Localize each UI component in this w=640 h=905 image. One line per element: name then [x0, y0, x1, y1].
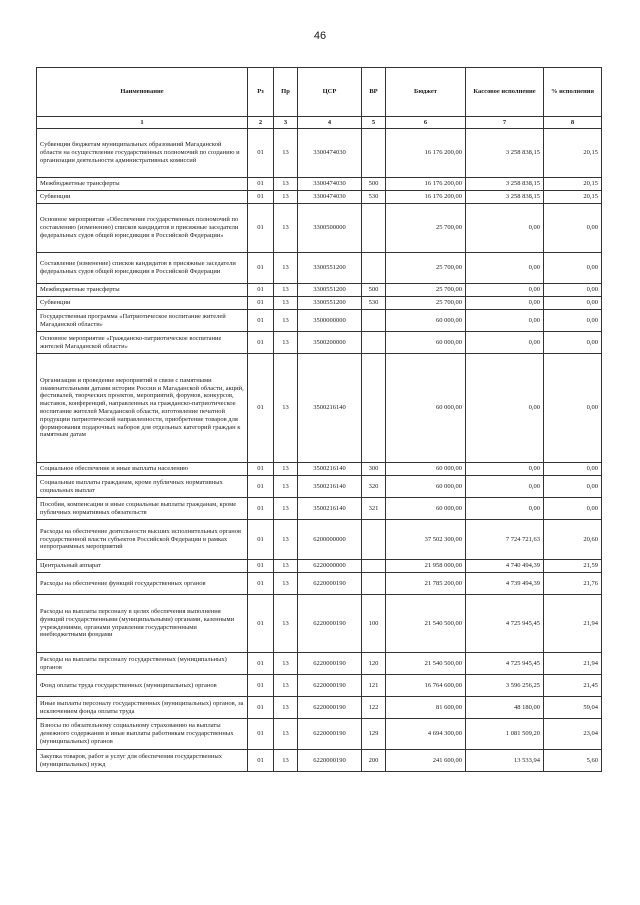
row-cash: 4 740 494,39 — [466, 560, 544, 573]
row-pct: 0,00 — [544, 253, 602, 284]
row-vr: 129 — [362, 719, 386, 750]
table-row — [37, 354, 602, 463]
row-csr: 3500216140 — [298, 354, 362, 463]
row-rz: 01 — [248, 560, 274, 573]
row-budget: 241 600,00 — [386, 750, 466, 772]
table-row — [37, 520, 602, 560]
row-vr — [362, 204, 386, 253]
row-cash: 3 596 256,25 — [466, 675, 544, 697]
row-rz: 01 — [248, 573, 274, 595]
row-pr: 13 — [274, 191, 298, 204]
row-csr: 3300500000 — [298, 204, 362, 253]
row-rz: 01 — [248, 178, 274, 191]
row-cash: 1 081 509,20 — [466, 719, 544, 750]
row-pr: 13 — [274, 178, 298, 191]
row-pct: 20,15 — [544, 191, 602, 204]
row-rz: 01 — [248, 129, 274, 178]
row-pr: 13 — [274, 476, 298, 498]
row-csr: 6220000190 — [298, 675, 362, 697]
col-number: 1 — [37, 117, 248, 129]
row-pct: 0,00 — [544, 476, 602, 498]
table-row — [37, 573, 602, 595]
row-vr: 122 — [362, 697, 386, 719]
row-vr — [362, 354, 386, 463]
row-csr: 3500216140 — [298, 476, 362, 498]
row-csr: 3500216140 — [298, 463, 362, 476]
row-pr: 13 — [274, 332, 298, 354]
row-budget: 21 540 500,00 — [386, 653, 466, 675]
row-pr: 13 — [274, 595, 298, 653]
table-row — [37, 332, 602, 354]
row-vr — [362, 129, 386, 178]
row-cash: 0,00 — [466, 253, 544, 284]
row-vr — [362, 573, 386, 595]
row-name: Основное мероприятие «Гражданско-патриотическое воспитание жителей Магаданской области» — [37, 332, 248, 354]
row-csr: 6200000000 — [298, 520, 362, 560]
row-name: Составление (изменение) списков кандидатов в присяжные заседатели федеральных судов общей юрисдикции в Российской Федерации — [37, 253, 248, 284]
row-budget: 21 958 000,00 — [386, 560, 466, 573]
row-rz: 01 — [248, 191, 274, 204]
row-vr — [362, 560, 386, 573]
row-budget: 4 694 300,00 — [386, 719, 466, 750]
col-number: 4 — [298, 117, 362, 129]
row-name: Пособия, компенсации и иные социальные выплаты гражданам, кроме публичных нормативных обязательств — [37, 498, 248, 520]
row-vr — [362, 520, 386, 560]
row-name: Социальные выплаты гражданам, кроме публичных нормативных социальных выплат — [37, 476, 248, 498]
row-name: Расходы на обеспечение деятельности высших исполнительных органов государственной власти субъектов Российской Федерации в рамках непрограммных мероприятий — [37, 520, 248, 560]
col-header-cash: Кассовое исполнение — [466, 68, 544, 117]
table-row — [37, 719, 602, 750]
table-row — [37, 310, 602, 332]
row-pct: 0,00 — [544, 297, 602, 310]
row-vr: 530 — [362, 297, 386, 310]
table-body — [37, 129, 602, 772]
row-budget: 60 000,00 — [386, 476, 466, 498]
row-cash: 0,00 — [466, 310, 544, 332]
row-rz: 01 — [248, 297, 274, 310]
row-vr: 500 — [362, 284, 386, 297]
row-pct: 0,00 — [544, 310, 602, 332]
row-csr: 3300551200 — [298, 297, 362, 310]
table-row — [37, 560, 602, 573]
col-header-pct: % исполнения — [544, 68, 602, 117]
row-cash: 3 258 838,15 — [466, 191, 544, 204]
row-pr: 13 — [274, 463, 298, 476]
col-number: 2 — [248, 117, 274, 129]
row-name: Расходы на обеспечение функций государственных органов — [37, 573, 248, 595]
row-name: Субвенции — [37, 297, 248, 310]
row-name: Фонд оплаты труда государственных (муниципальных) органов — [37, 675, 248, 697]
row-budget: 21 785 200,00 — [386, 573, 466, 595]
col-header-vr: ВР — [362, 68, 386, 117]
row-name: Иные выплаты персоналу государственных (муниципальных) органов, за исключением фонда оплаты труда — [37, 697, 248, 719]
row-rz: 01 — [248, 498, 274, 520]
col-header-rz: Рз — [248, 68, 274, 117]
row-name: Основное мероприятие «Обеспечение государственных полномочий по составлению (изменению) списков кандидатов в присяжные заседатели федеральных судов общей юрисдикции в Российской Федерации» — [37, 204, 248, 253]
row-rz: 01 — [248, 719, 274, 750]
row-cash: 7 724 721,63 — [466, 520, 544, 560]
col-header-name: Наименование — [37, 68, 248, 117]
row-cash: 3 258 838,15 — [466, 129, 544, 178]
table-row — [37, 178, 602, 191]
row-pct: 21,59 — [544, 560, 602, 573]
row-csr: 6220000190 — [298, 697, 362, 719]
row-pr: 13 — [274, 204, 298, 253]
table-row — [37, 498, 602, 520]
row-vr — [362, 253, 386, 284]
row-csr: 3300474030 — [298, 178, 362, 191]
row-pr: 13 — [274, 573, 298, 595]
row-csr: 6220000190 — [298, 719, 362, 750]
row-rz: 01 — [248, 284, 274, 297]
row-pr: 13 — [274, 520, 298, 560]
col-header-pr: Пр — [274, 68, 298, 117]
row-rz: 01 — [248, 595, 274, 653]
row-rz: 01 — [248, 310, 274, 332]
row-budget: 81 600,00 — [386, 697, 466, 719]
row-pr: 13 — [274, 354, 298, 463]
table-row — [37, 697, 602, 719]
row-pr: 13 — [274, 560, 298, 573]
row-rz: 01 — [248, 332, 274, 354]
row-pr: 13 — [274, 697, 298, 719]
row-csr: 3500000000 — [298, 310, 362, 332]
row-rz: 01 — [248, 697, 274, 719]
row-name: Взносы по обязательному социальному страхованию на выплаты денежного содержания и иные выплаты работникам государственных (муниципальных) органов — [37, 719, 248, 750]
row-rz: 01 — [248, 354, 274, 463]
row-cash: 0,00 — [466, 284, 544, 297]
table-row — [37, 463, 602, 476]
row-budget: 37 502 300,00 — [386, 520, 466, 560]
row-vr: 500 — [362, 178, 386, 191]
row-name: Государственная программа «Патриотическое воспитание жителей Магаданской области» — [37, 310, 248, 332]
table-row — [37, 253, 602, 284]
row-pr: 13 — [274, 129, 298, 178]
row-pct: 21,45 — [544, 675, 602, 697]
table-header-row — [37, 68, 602, 117]
row-name: Межбюджетные трансферты — [37, 284, 248, 297]
row-csr: 3300551200 — [298, 253, 362, 284]
row-pct: 23,04 — [544, 719, 602, 750]
table-row — [37, 750, 602, 772]
row-rz: 01 — [248, 750, 274, 772]
row-name: Межбюджетные трансферты — [37, 178, 248, 191]
row-rz: 01 — [248, 463, 274, 476]
row-vr: 120 — [362, 653, 386, 675]
row-pct: 0,00 — [544, 204, 602, 253]
row-rz: 01 — [248, 653, 274, 675]
table-row — [37, 476, 602, 498]
row-vr: 530 — [362, 191, 386, 204]
row-rz: 01 — [248, 253, 274, 284]
row-csr: 3500216140 — [298, 498, 362, 520]
row-pct: 20,15 — [544, 129, 602, 178]
row-csr: 3300474030 — [298, 191, 362, 204]
table-row — [37, 129, 602, 178]
row-cash: 0,00 — [466, 354, 544, 463]
table-row — [37, 675, 602, 697]
row-cash: 0,00 — [466, 204, 544, 253]
row-pct: 21,76 — [544, 573, 602, 595]
row-csr: 6220000190 — [298, 595, 362, 653]
row-cash: 4 725 945,45 — [466, 653, 544, 675]
row-pct: 21,94 — [544, 653, 602, 675]
row-rz: 01 — [248, 204, 274, 253]
row-name: Центральный аппарат — [37, 560, 248, 573]
row-csr: 3300551200 — [298, 284, 362, 297]
row-budget: 16 176 200,00 — [386, 191, 466, 204]
row-pct: 0,00 — [544, 463, 602, 476]
row-cash: 0,00 — [466, 498, 544, 520]
table-row — [37, 284, 602, 297]
row-vr: 320 — [362, 476, 386, 498]
column-number-row — [37, 117, 602, 129]
row-cash: 0,00 — [466, 297, 544, 310]
row-pct: 0,00 — [544, 332, 602, 354]
row-pr: 13 — [274, 310, 298, 332]
row-csr: 3500200000 — [298, 332, 362, 354]
row-csr: 3300474030 — [298, 129, 362, 178]
row-budget: 60 000,00 — [386, 463, 466, 476]
row-csr: 6220000000 — [298, 560, 362, 573]
row-pct: 0,00 — [544, 354, 602, 463]
table-row — [37, 204, 602, 253]
row-pct: 20,15 — [544, 178, 602, 191]
row-budget: 25 700,00 — [386, 297, 466, 310]
row-rz: 01 — [248, 520, 274, 560]
row-budget: 25 700,00 — [386, 204, 466, 253]
row-rz: 01 — [248, 675, 274, 697]
row-name: Расходы на выплаты персоналу в целях обеспечения выполнения функций государственными (муниципальными) органами, казенными учреждениями, органами управления государственными внебюджетными фондами — [37, 595, 248, 653]
row-cash: 0,00 — [466, 463, 544, 476]
row-vr: 300 — [362, 463, 386, 476]
row-cash: 3 258 838,15 — [466, 178, 544, 191]
row-vr: 100 — [362, 595, 386, 653]
row-name: Субвенции бюджетам муниципальных образований Магаданской области на осуществление государственных полномочий по созданию и организации деятельности административных комиссий — [37, 129, 248, 178]
row-pct: 21,94 — [544, 595, 602, 653]
table-row — [37, 297, 602, 310]
row-cash: 0,00 — [466, 476, 544, 498]
row-name: Закупка товаров, работ и услуг для обеспечения государственных (муниципальных) нужд — [37, 750, 248, 772]
row-cash: 4 725 945,45 — [466, 595, 544, 653]
page-number: 46 — [313, 30, 327, 42]
col-number: 5 — [362, 117, 386, 129]
col-number: 7 — [466, 117, 544, 129]
row-pr: 13 — [274, 750, 298, 772]
table-row — [37, 595, 602, 653]
col-header-budget: Бюджет — [386, 68, 466, 117]
row-pct: 20,60 — [544, 520, 602, 560]
table-row — [37, 191, 602, 204]
row-budget: 16 764 600,00 — [386, 675, 466, 697]
row-cash: 13 533,94 — [466, 750, 544, 772]
row-pr: 13 — [274, 253, 298, 284]
row-pct: 0,00 — [544, 284, 602, 297]
row-cash: 4 739 494,39 — [466, 573, 544, 595]
row-budget: 21 540 500,00 — [386, 595, 466, 653]
row-pr: 13 — [274, 675, 298, 697]
row-cash: 0,00 — [466, 332, 544, 354]
table-row — [37, 653, 602, 675]
row-name: Субвенции — [37, 191, 248, 204]
row-pct: 5,60 — [544, 750, 602, 772]
row-budget: 60 000,00 — [386, 498, 466, 520]
row-budget: 60 000,00 — [386, 354, 466, 463]
row-cash: 48 180,00 — [466, 697, 544, 719]
col-header-csr: ЦСР — [298, 68, 362, 117]
col-number: 3 — [274, 117, 298, 129]
row-vr: 321 — [362, 498, 386, 520]
row-pr: 13 — [274, 284, 298, 297]
row-pct: 0,00 — [544, 498, 602, 520]
row-pr: 13 — [274, 719, 298, 750]
row-pr: 13 — [274, 498, 298, 520]
row-budget: 16 176 200,00 — [386, 178, 466, 191]
row-budget: 25 700,00 — [386, 253, 466, 284]
col-number: 6 — [386, 117, 466, 129]
row-vr: 200 — [362, 750, 386, 772]
row-name: Расходы на выплаты персоналу государственных (муниципальных) органов — [37, 653, 248, 675]
row-csr: 6220000190 — [298, 653, 362, 675]
row-budget: 16 176 200,00 — [386, 129, 466, 178]
row-name: Организация и проведение мероприятий в связи с памятными знаменательными датами истории России и Магаданской области, акций, фестивалей, творческих проектов, мероприятий, форумов, конкурсов, выставок, конференций, направленных на гражданско-патриотическое воспитание жителей Магаданской области, изготовление печатной продукции патриотической направленности, приобретение товаров для формирования подарочных наборов для отдельных категорий граждан к памятным датам — [37, 354, 248, 463]
row-budget: 60 000,00 — [386, 310, 466, 332]
row-pr: 13 — [274, 297, 298, 310]
budget-table — [36, 67, 602, 772]
row-pr: 13 — [274, 653, 298, 675]
row-vr — [362, 310, 386, 332]
row-rz: 01 — [248, 476, 274, 498]
row-vr: 121 — [362, 675, 386, 697]
row-vr — [362, 332, 386, 354]
row-csr: 6220000190 — [298, 750, 362, 772]
row-name: Социальное обеспечение и иные выплаты населению — [37, 463, 248, 476]
row-csr: 6220000190 — [298, 573, 362, 595]
row-pct: 59,04 — [544, 697, 602, 719]
row-budget: 60 000,00 — [386, 332, 466, 354]
col-number: 8 — [544, 117, 602, 129]
row-budget: 25 700,00 — [386, 284, 466, 297]
